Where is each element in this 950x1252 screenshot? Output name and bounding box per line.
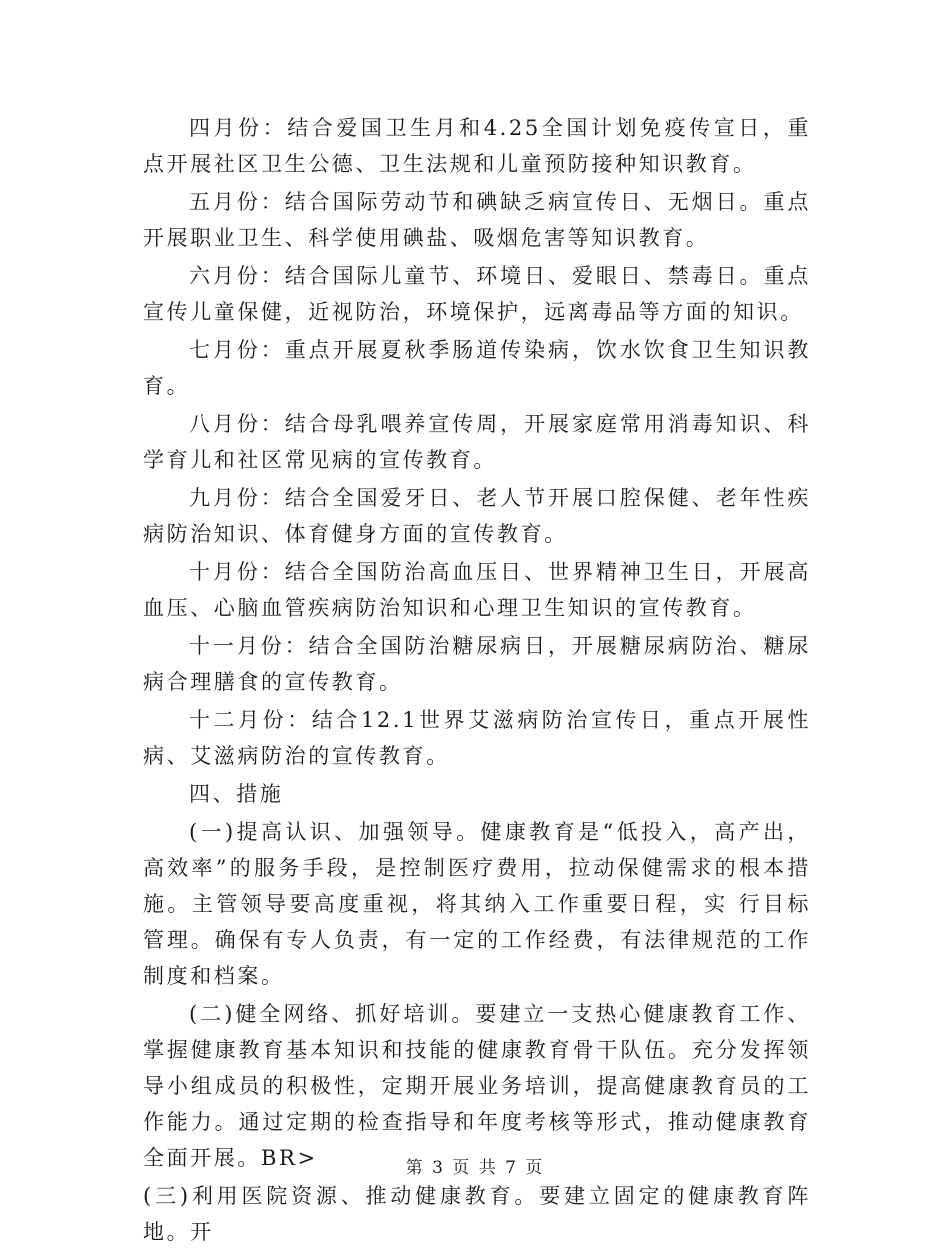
paragraph-october: 十月份：结合全国防治高血压日、世界精神卫生日，开展高血压、心脑血管疾病防治知识和心理卫生知识的宣传教育。 bbox=[143, 560, 811, 620]
paragraph-december: 十二月份：结合12.1世界艾滋病防治宣传日，重点开展性病、艾滋病防治的宣传教育。 bbox=[143, 708, 811, 768]
page-footer: 第 3 页 共 7 页 bbox=[405, 1158, 545, 1178]
paragraph-august: 八月份：结合母乳喂养宣传周，开展家庭常用消毒知识、科学育儿和社区常见病的宣传教育。 bbox=[143, 412, 811, 472]
paragraph-april: 四月份：结合爱国卫生月和4.25全国计划免疫传宣日，重点开展社区卫生公德、卫生法规和儿童预防接种知识教育。 bbox=[143, 116, 811, 176]
document-body bbox=[143, 110, 811, 1252]
paragraph-july: 七月份：重点开展夏秋季肠道传染病，饮水饮食卫生知识教育。 bbox=[143, 338, 811, 398]
paragraph-measure-3: (三)利用医院资源、推动健康教育。要建立固定的健康教育阵地。开 bbox=[143, 1184, 811, 1244]
paragraph-measure-1: (一)提高认识、加强领导。健康教育是“低投入，高产出，高效率”的服务手段，是控制医疗费用，拉动保健需求的根本措施。主管领导要高度重视，将其纳入工作重要日程，实 行目标管理。确保有专人负责，有一定的工作经费，有法律规范的工作制度和档案。 bbox=[143, 820, 811, 988]
paragraph-september: 九月份：结合全国爱牙日、老人节开展口腔保健、老年性疾病防治知识、体育健身方面的宣传教育。 bbox=[143, 486, 811, 546]
paragraph-november: 十一月份：结合全国防治糖尿病日，开展糖尿病防治、糖尿病合理膳食的宣传教育。 bbox=[143, 634, 811, 694]
paragraph-june: 六月份：结合国际儿童节、环境日、爱眼日、禁毒日。重点宣传儿童保健，近视防治，环境保护，远离毒品等方面的知识。 bbox=[143, 264, 811, 324]
paragraph-may: 五月份：结合国际劳动节和碘缺乏病宣传日、无烟日。重点开展职业卫生、科学使用碘盐、吸烟危害等知识教育。 bbox=[143, 190, 811, 250]
paragraph-measure-2: (二)健全网络、抓好培训。要建立一支热心健康教育工作、掌握健康教育基本知识和技能的健康教育骨干队伍。充分发挥领导小组成员的积极性，定期开展业务培训，提高健康教育员的工作能力。通过定期的检查指导和年度考核等形式，推动健康教育全面开展。BR> bbox=[143, 1002, 811, 1170]
section-heading-measures: 四、措施 bbox=[189, 782, 284, 806]
